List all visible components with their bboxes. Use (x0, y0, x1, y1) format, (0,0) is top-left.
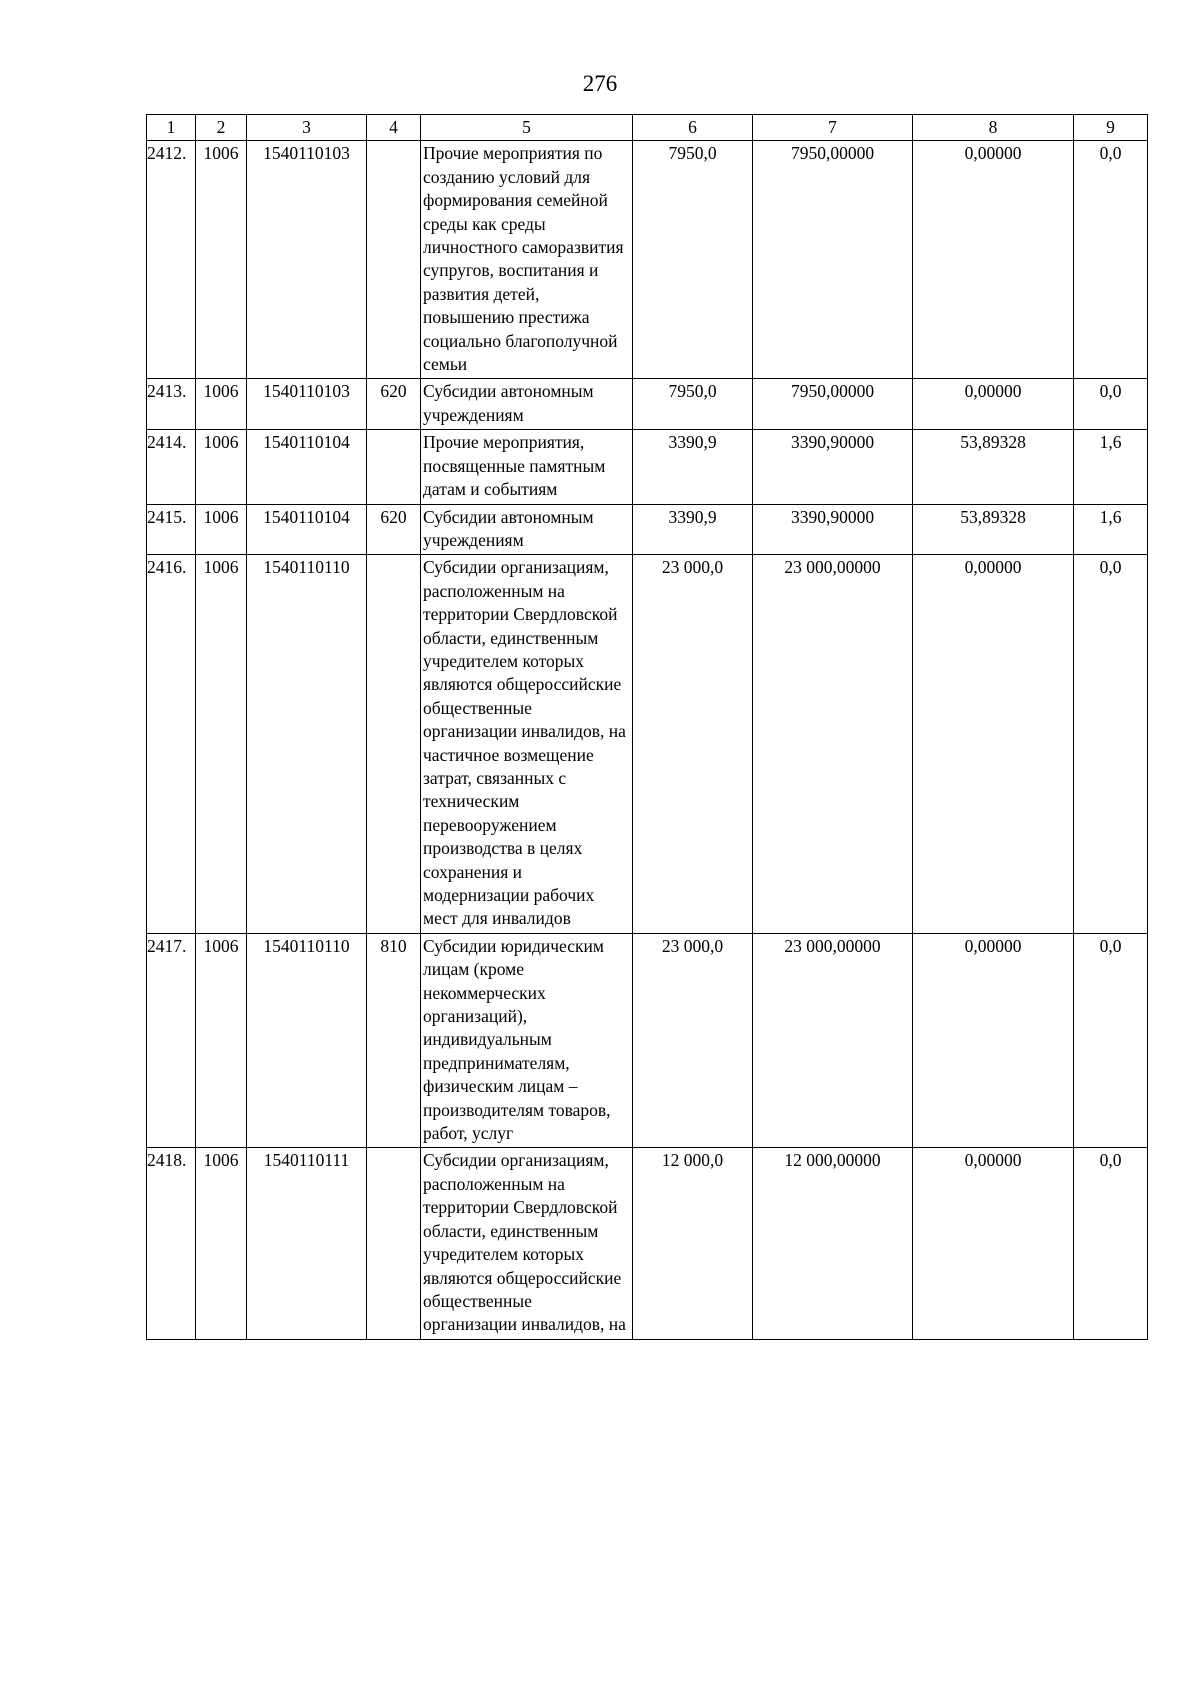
target-code: 1540110103 (247, 379, 367, 430)
column-header: 8 (913, 115, 1074, 141)
column-header: 2 (196, 115, 247, 141)
value-col6: 3390,9 (633, 430, 753, 504)
value-col7: 23 000,00000 (753, 933, 913, 1148)
row-number: 2416. (147, 555, 196, 934)
value-col9: 1,6 (1074, 430, 1148, 504)
value-col9: 0,0 (1074, 379, 1148, 430)
table-row (147, 933, 1148, 1148)
row-number: 2415. (147, 504, 196, 555)
row-number: 2417. (147, 933, 196, 1148)
value-col8: 0,00000 (913, 379, 1074, 430)
item-name: Субсидии автономным учреждениям (421, 504, 633, 555)
page-number: 276 (582, 71, 618, 96)
value-col6: 7950,0 (633, 379, 753, 430)
budget-table (146, 114, 1148, 1340)
section-code: 1006 (196, 1148, 247, 1339)
value-col6: 23 000,0 (633, 933, 753, 1148)
item-name: Субсидии организациям, расположенным на территории Свердловской области, единственным учредителем которых являются общероссийские общественные организации инвалидов, на частичное возмещение затрат, связанных с техническим перевооружением производства в целях сохранения и модернизации рабочих мест для инвалидов (421, 555, 633, 934)
type-code: 810 (367, 933, 421, 1148)
value-col8: 0,00000 (913, 933, 1074, 1148)
value-col9: 1,6 (1074, 504, 1148, 555)
value-col8: 0,00000 (913, 555, 1074, 934)
value-col6: 23 000,0 (633, 555, 753, 934)
value-col8: 53,89328 (913, 430, 1074, 504)
table-row (147, 555, 1148, 934)
column-header: 3 (247, 115, 367, 141)
value-col8: 0,00000 (913, 1148, 1074, 1339)
column-header: 1 (147, 115, 196, 141)
target-code: 1540110104 (247, 430, 367, 504)
column-header: 4 (367, 115, 421, 141)
section-code: 1006 (196, 504, 247, 555)
row-number: 2413. (147, 379, 196, 430)
value-col9: 0,0 (1074, 1148, 1148, 1339)
item-name: Прочие мероприятия, посвященные памятным датам и событиям (421, 430, 633, 504)
value-col7: 3390,90000 (753, 504, 913, 555)
type-code (367, 141, 421, 379)
value-col9: 0,0 (1074, 555, 1148, 934)
value-col6: 7950,0 (633, 141, 753, 379)
value-col6: 12 000,0 (633, 1148, 753, 1339)
section-code: 1006 (196, 379, 247, 430)
section-code: 1006 (196, 430, 247, 504)
column-header: 9 (1074, 115, 1148, 141)
value-col9: 0,0 (1074, 933, 1148, 1148)
table-row (147, 379, 1148, 430)
item-name: Прочие мероприятия по созданию условий для формирования семейной среды как среды личностного саморазвития супругов, воспитания и развития детей, повышению престижа социально благополучной семьи (421, 141, 633, 379)
column-header: 7 (753, 115, 913, 141)
column-header: 5 (421, 115, 633, 141)
table-row (147, 430, 1148, 504)
item-name: Субсидии организациям, расположенным на территории Свердловской области, единственным учредителем которых являются общероссийские общественные организации инвалидов, на (421, 1148, 633, 1339)
item-name: Субсидии автономным учреждениям (421, 379, 633, 430)
section-code: 1006 (196, 933, 247, 1148)
value-col7: 3390,90000 (753, 430, 913, 504)
value-col7: 7950,00000 (753, 379, 913, 430)
type-code (367, 430, 421, 504)
column-number-row (147, 115, 1148, 141)
item-name: Субсидии юридическим лицам (кроме некоммерческих организаций), индивидуальным предпринимателям, физическим лицам – производителям товаров, работ, услуг (421, 933, 633, 1148)
target-code: 1540110103 (247, 141, 367, 379)
target-code: 1540110111 (247, 1148, 367, 1339)
target-code: 1540110110 (247, 555, 367, 934)
value-col7: 12 000,00000 (753, 1148, 913, 1339)
value-col8: 53,89328 (913, 504, 1074, 555)
value-col9: 0,0 (1074, 141, 1148, 379)
target-code: 1540110110 (247, 933, 367, 1148)
value-col7: 7950,00000 (753, 141, 913, 379)
type-code (367, 555, 421, 934)
type-code: 620 (367, 504, 421, 555)
value-col6: 3390,9 (633, 504, 753, 555)
table-row (147, 141, 1148, 379)
section-code: 1006 (196, 141, 247, 379)
row-number: 2418. (147, 1148, 196, 1339)
table-row (147, 1148, 1148, 1339)
type-code (367, 1148, 421, 1339)
row-number: 2414. (147, 430, 196, 504)
target-code: 1540110104 (247, 504, 367, 555)
section-code: 1006 (196, 555, 247, 934)
table-row (147, 504, 1148, 555)
value-col8: 0,00000 (913, 141, 1074, 379)
value-col7: 23 000,00000 (753, 555, 913, 934)
column-header: 6 (633, 115, 753, 141)
row-number: 2412. (147, 141, 196, 379)
type-code: 620 (367, 379, 421, 430)
